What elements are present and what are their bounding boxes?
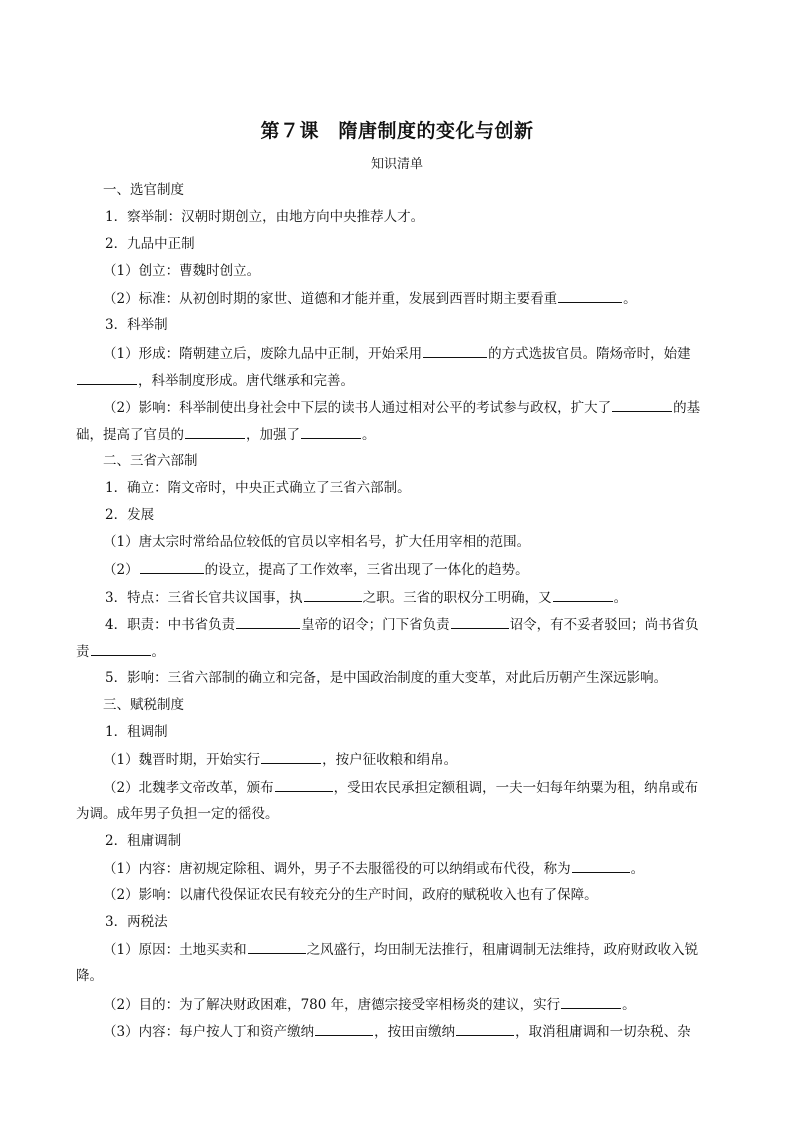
item-liangshui-content (103, 1021, 691, 1042)
item-duties (105, 614, 699, 635)
text-segment: 础，提高了官员的 (76, 427, 184, 443)
text-segment: ，取消租庸调和一切杂税、杂 (515, 1024, 691, 1040)
item-development-2 (103, 559, 529, 580)
item-establish: 1．确立：隋文帝时，中央正式确立了三省六部制。 (105, 480, 411, 496)
fill-blank[interactable] (561, 994, 621, 1009)
text-segment: 的基 (673, 400, 701, 416)
fill-blank[interactable] (456, 1021, 514, 1036)
text-segment: ，按田亩缴纳 (374, 1024, 456, 1040)
text-segment: 责 (76, 644, 90, 660)
text-segment: 的设立，提高了工作效率，三省出现了一体化的趋势。 (204, 562, 529, 578)
item-zuyongdiao-content (103, 858, 644, 879)
text-segment: 诏令，有不妥者驳回；尚书省负 (509, 617, 699, 633)
item-keju-formation-cont (76, 370, 354, 391)
text-segment: 4．职责：中书省负责 (105, 617, 236, 633)
fill-blank[interactable] (558, 288, 622, 303)
item-keju-impact (103, 397, 700, 418)
text-segment: 之职。三省的职权分工明确，又 (362, 590, 552, 606)
item-influence: 5．影响：三省六部制的确立和完备，是中国政治制度的重大变革，对此后历朝产生深远影响。 (105, 670, 668, 686)
item-zudiao-1 (103, 749, 457, 770)
text-segment: 。 (362, 427, 376, 443)
text-segment: 。 (622, 997, 636, 1013)
item-zudiao-2-cont: 为调。成年男子负担一定的徭役。 (76, 806, 279, 822)
fill-blank[interactable] (140, 559, 204, 574)
section-heading-selection: 一、选官制度 (103, 182, 184, 198)
text-segment: （2）北魏孝文帝改革，颁布 (103, 780, 274, 796)
text-segment: （2）目的：为了解决财政困难，780 年，唐德宗接受宰相杨炎的建议，实行 (103, 997, 561, 1013)
section-heading-tax: 三、赋税制度 (103, 697, 184, 713)
item-chaju: 1．察举制：汉朝时期创立，由地方向中央推荐人才。 (105, 209, 425, 225)
text-segment: 的方式选拔官员。隋炀帝时，始建 (488, 346, 691, 362)
item-jiupin-creation: （1）创立：曹魏时创立。 (103, 263, 261, 279)
item-development-heading: 2．发展 (105, 507, 155, 523)
fill-blank[interactable] (301, 424, 361, 439)
fill-blank[interactable] (248, 939, 306, 954)
text-segment: 。 (630, 861, 645, 877)
fill-blank[interactable] (423, 343, 487, 358)
text-segment: （3）内容：每户按人丁和资产缴纳 (103, 1024, 315, 1040)
text-segment: （1）内容：唐初规定除租、调外，男子不去服徭役的可以纳绢或布代役，称为 (103, 861, 571, 877)
section-heading-three-departments: 二、三省六部制 (103, 453, 198, 469)
item-jiupin-standard (103, 288, 637, 309)
fill-blank[interactable] (275, 777, 333, 792)
text-segment: 。 (613, 590, 628, 606)
fill-blank[interactable] (261, 749, 321, 764)
item-duties-cont (76, 641, 165, 662)
text-segment: （1）形成：隋朝建立后，废除九品中正制，开始采用 (103, 346, 423, 362)
fill-blank[interactable] (315, 1021, 373, 1036)
item-liangshui-heading: 3．两税法 (105, 914, 168, 930)
item-jiupin-heading: 2．九品中正制 (105, 236, 195, 252)
text-segment: ，加强了 (246, 427, 300, 443)
text-segment: ，科举制度形成。唐代继承和完善。 (138, 373, 354, 389)
text-segment: ，按户征收粮和绢帛。 (322, 752, 458, 768)
text-segment: （2）影响：科举制使出身社会中下层的读书人通过相对公平的考试参与政权，扩大了 (103, 400, 612, 416)
knowledge-list-subtitle: 知识清单 (370, 157, 423, 172)
item-liangshui-purpose (103, 994, 636, 1015)
text-segment: （2）标准：从初创时期的家世、道德和才能并重，发展到西晋时期主要看重 (103, 291, 558, 307)
text-segment: 3．特点：三省长官共议国事，执 (105, 590, 303, 606)
fill-blank[interactable] (236, 614, 300, 629)
fill-blank[interactable] (91, 641, 151, 656)
item-liangshui-reason (103, 939, 698, 960)
fill-blank[interactable] (572, 858, 630, 873)
text-segment: 。 (151, 644, 165, 660)
fill-blank[interactable] (77, 370, 137, 385)
item-zudiao-heading: 1．租调制 (105, 724, 168, 740)
item-keju-impact-cont (76, 424, 376, 445)
text-segment: （1）魏晋时期，开始实行 (103, 752, 261, 768)
text-segment: 之风盛行，均田制无法推行，租庸调制无法维持，政府财政收入锐 (306, 942, 699, 958)
fill-blank[interactable] (553, 587, 613, 602)
text-segment: 。 (623, 291, 637, 307)
fill-blank[interactable] (451, 614, 509, 629)
item-zuyongdiao-heading: 2．租庸调制 (105, 833, 182, 849)
fill-blank[interactable] (304, 587, 362, 602)
text-segment: ，受田农民承担定额租调，一夫一妇每年纳粟为租，纳帛或布 (333, 780, 699, 796)
item-zudiao-2 (103, 777, 698, 798)
fill-blank[interactable] (612, 397, 672, 412)
lesson-title: 第７课 隋唐制度的变化与创新 (260, 120, 534, 142)
text-segment: （2） (103, 562, 139, 578)
item-development-1: （1）唐太宗时常给品位较低的官员以宰相名号，扩大任用宰相的范围。 (103, 534, 531, 550)
item-keju-formation (103, 343, 691, 364)
fill-blank[interactable] (185, 424, 245, 439)
text-segment: 皇帝的诏令；门下省负责 (301, 617, 450, 633)
text-segment: （1）原因：土地买卖和 (103, 942, 247, 958)
item-zuyongdiao-impact: （2）影响：以庸代役保证农民有较充分的生产时间，政府的赋税收入也有了保障。 (103, 887, 598, 903)
item-features (105, 587, 627, 608)
item-liangshui-reason-cont: 降。 (76, 968, 103, 984)
item-keju-heading: 3．科举制 (105, 317, 168, 333)
